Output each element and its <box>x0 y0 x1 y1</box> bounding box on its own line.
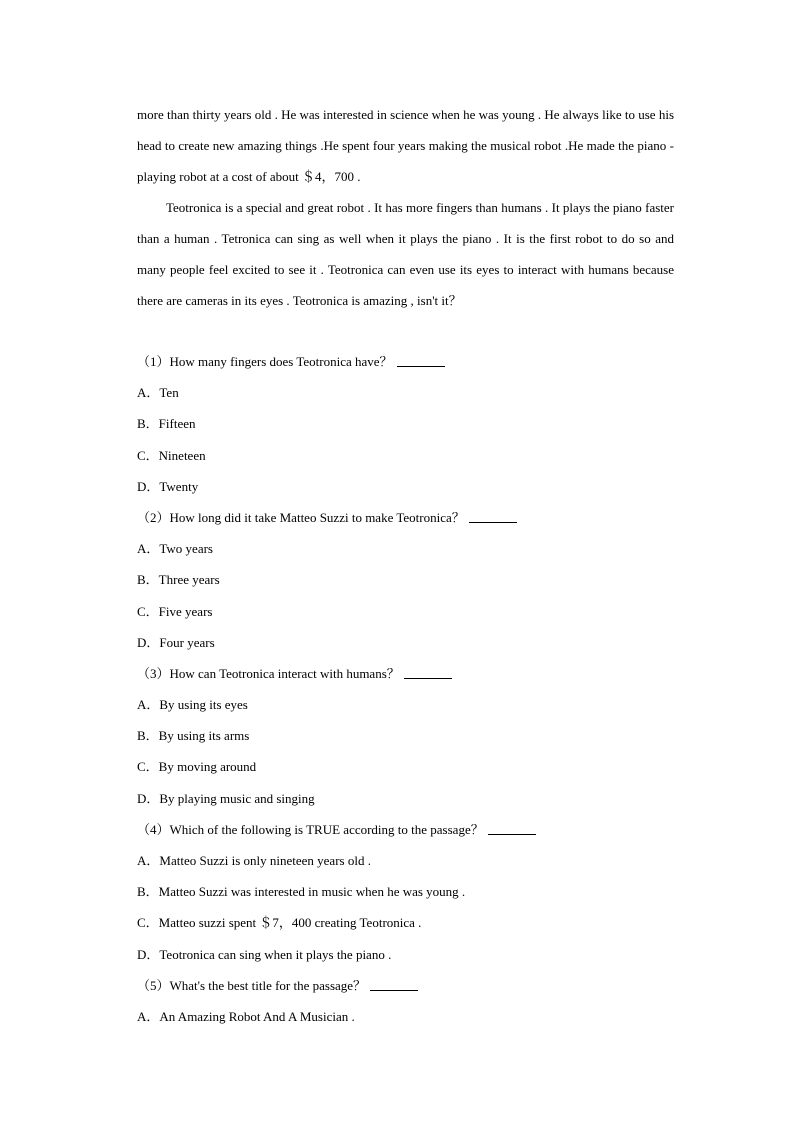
question-1-option-c[interactable]: C．Nineteen <box>137 447 206 463</box>
answer-blank-3[interactable] <box>404 664 452 679</box>
passage-paragraph-2: Teotronica is a special and great robot . It has more fingers than humans . It plays the piano faster than a human . Tetronica can sing as well when it plays the piano . It is the first robot to do so and many people feel excited to see it . Teotronica can even use its eyes to interact with humans because there are cameras in its eyes . Teotronica is amazing , isn't it？ <box>137 200 674 308</box>
question-4-option-d[interactable]: D．Teotronica can sing when it plays the piano . <box>137 946 392 962</box>
question-1-stem: （1）How many fingers does Teotronica have？ <box>137 354 393 369</box>
question-5-stem: （5）What's the best title for the passage？ <box>137 977 367 993</box>
answer-blank-2[interactable] <box>469 508 517 523</box>
question-3-option-b[interactable]: B．By using its arms <box>137 728 250 744</box>
question-4-option-b[interactable]: B．Matteo Suzzi was interested in music when he was young . <box>137 884 466 900</box>
question-3-option-d[interactable]: D．By playing music and singing <box>137 790 315 806</box>
answer-blank-1[interactable] <box>397 352 445 367</box>
question-2 <box>137 502 674 533</box>
question-list <box>137 346 674 1032</box>
question-1-option-b[interactable]: B．Fifteen <box>137 416 196 432</box>
question-2-option-c[interactable]: C．Five years <box>137 603 213 619</box>
question-5 <box>137 970 674 1001</box>
answer-blank-5[interactable] <box>370 976 418 991</box>
question-3 <box>137 658 674 689</box>
question-3-stem: （3）How can Teotronica interact with humans？ <box>137 665 400 681</box>
question-5-option-a[interactable]: A．An Amazing Robot And A Musician . <box>137 1008 355 1024</box>
question-2-stem: （2）How long did it take Matteo Suzzi to make Teotronica？ <box>137 509 465 525</box>
passage-paragraph-1: more than thirty years old . He was interested in science when he was young . He always like to use his head to create new amazing things .He spent four years making the musical robot .He made the piano - playing robot at a cost of about ＄4，700 . <box>137 107 674 184</box>
question-4-option-c[interactable]: C．Matteo suzzi spent ＄7，400 creating Teotronica . <box>137 915 422 931</box>
question-4 <box>137 814 674 845</box>
question-3-option-a[interactable]: A．By using its eyes <box>137 697 248 713</box>
question-2-option-b[interactable]: B．Three years <box>137 572 220 588</box>
question-3-option-c[interactable]: C．By moving around <box>137 759 257 775</box>
reading-passage <box>137 99 674 316</box>
question-4-option-a[interactable]: A．Matteo Suzzi is only nineteen years old . <box>137 853 371 868</box>
question-1-option-a[interactable]: A．Ten <box>137 385 179 401</box>
answer-blank-4[interactable] <box>488 820 536 835</box>
question-2-option-a[interactable]: A．Two years <box>137 541 213 557</box>
question-2-option-d[interactable]: D．Four years <box>137 634 215 650</box>
question-4-stem: （4）Which of the following is TRUE according to the passage？ <box>137 821 484 837</box>
question-1-option-d[interactable]: D．Twenty <box>137 478 199 494</box>
question-1 <box>137 346 674 377</box>
